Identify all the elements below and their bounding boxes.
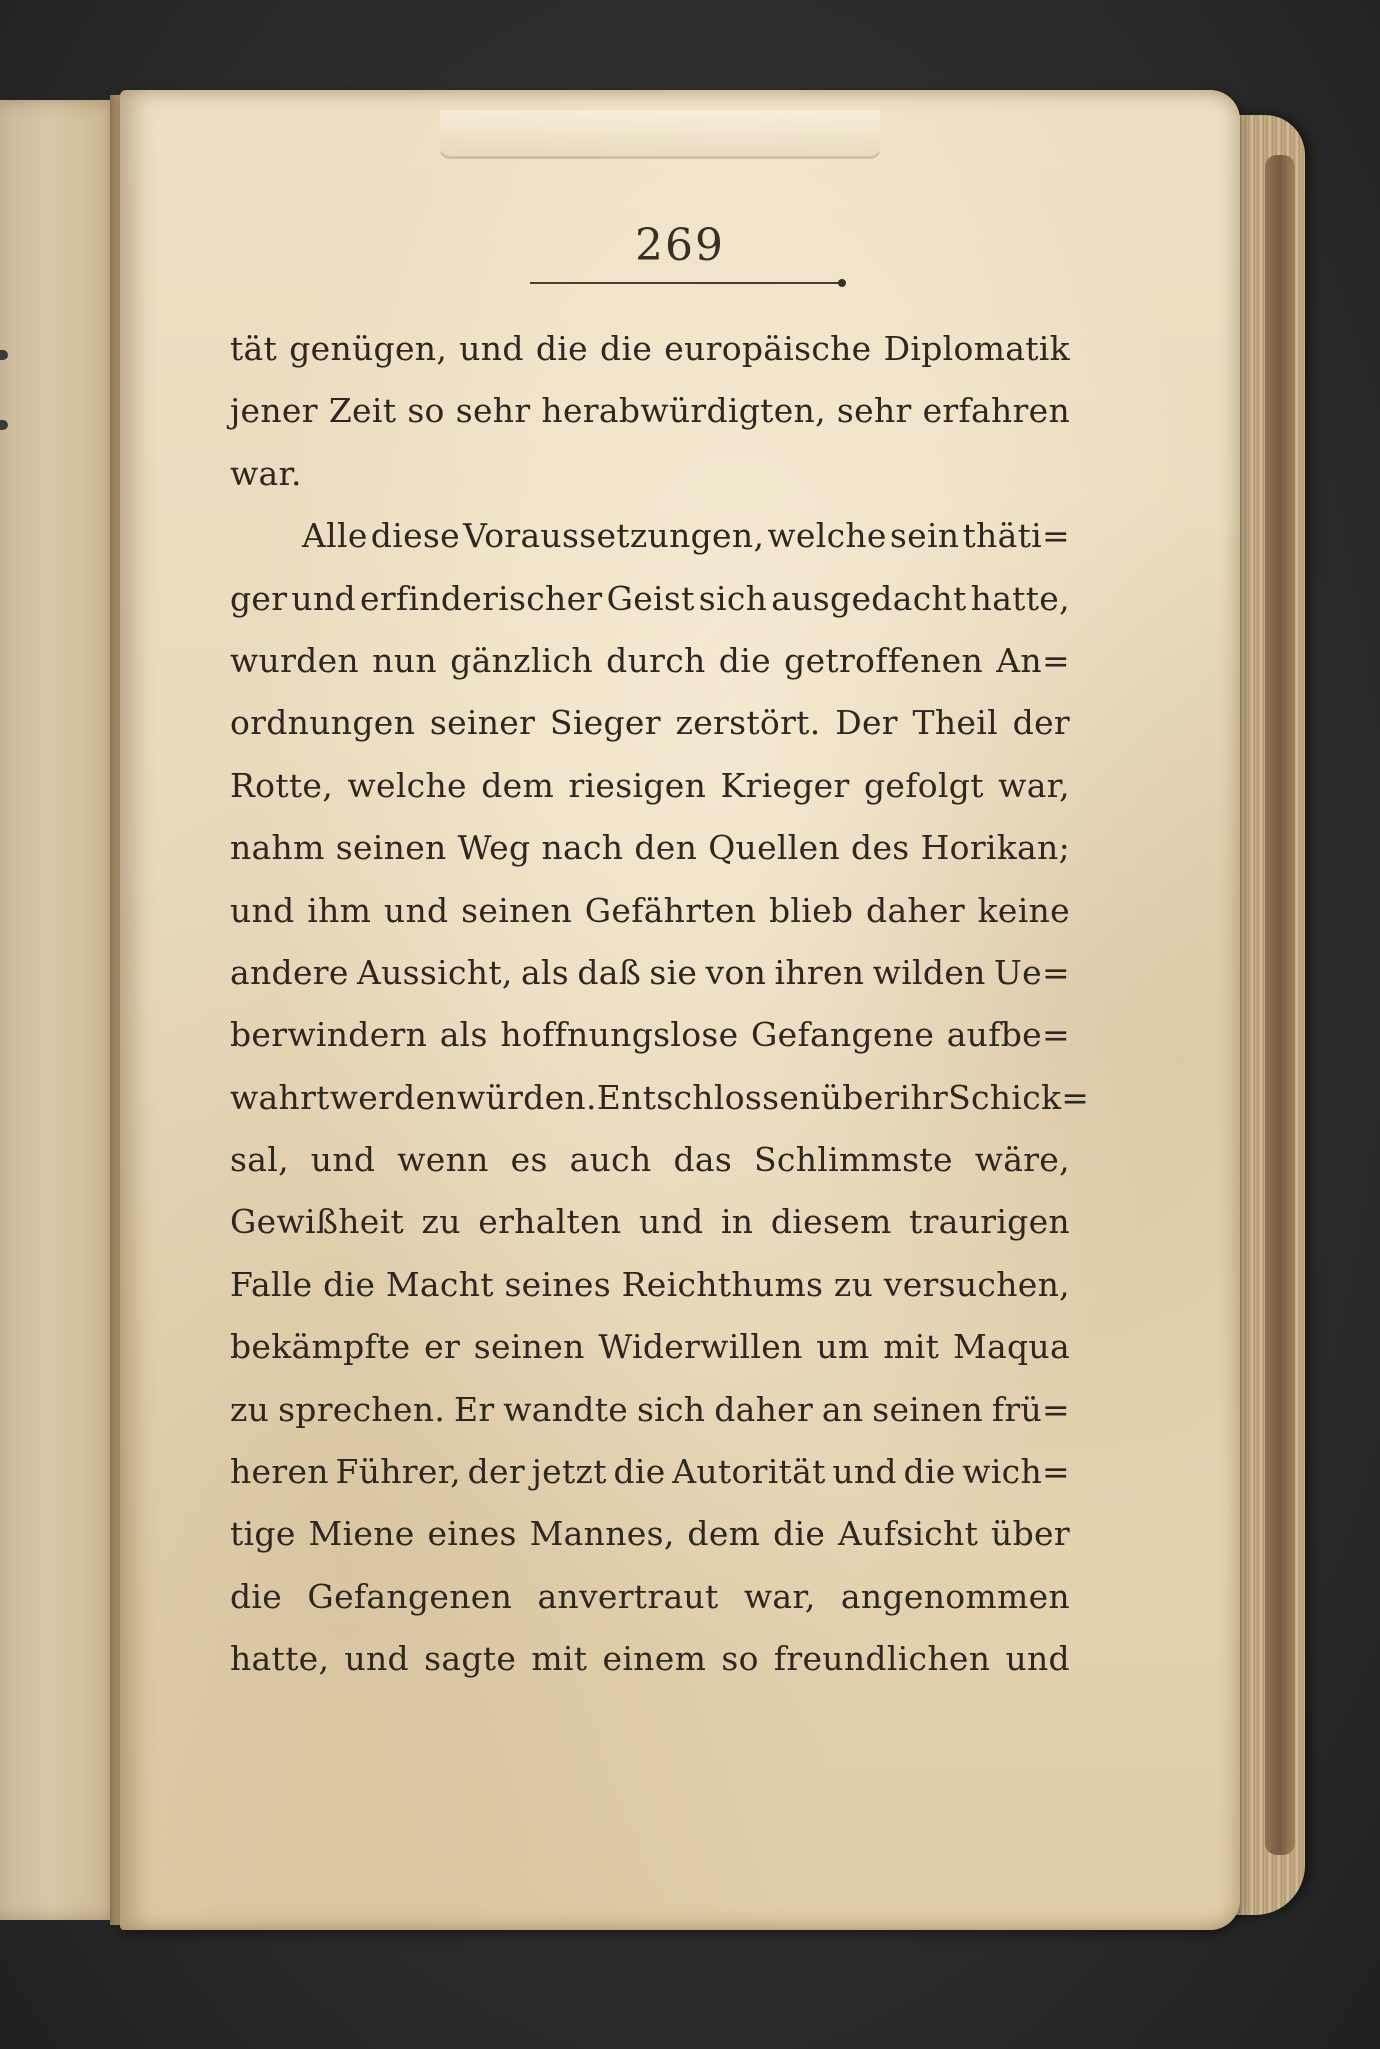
- word: daher: [714, 1389, 814, 1429]
- word: Gefangenen: [307, 1576, 513, 1616]
- word: hatte,: [230, 1639, 330, 1679]
- word: anvertraut: [537, 1576, 719, 1616]
- left-page-edge: [0, 100, 125, 1920]
- word: so: [721, 1639, 759, 1679]
- word: tät: [230, 329, 278, 368]
- word: diesem: [770, 1202, 892, 1242]
- word: Ue=: [994, 952, 1070, 992]
- word: wurden: [230, 640, 359, 680]
- word: Geist: [606, 578, 695, 618]
- word: angenommen: [840, 1576, 1070, 1616]
- word: Der: [835, 703, 898, 743]
- word: thäti=: [962, 516, 1070, 556]
- word: zu: [421, 1202, 461, 1242]
- word: hoffnungslose: [500, 1015, 739, 1055]
- word: als: [520, 952, 570, 992]
- book-page: [120, 90, 1240, 1930]
- word: so: [407, 391, 445, 431]
- word: durch: [606, 640, 706, 680]
- word: ihren: [774, 952, 865, 992]
- word: und: [383, 890, 449, 930]
- word: hatte,: [970, 578, 1070, 618]
- word: das: [673, 1140, 733, 1180]
- text-line: [230, 1254, 1070, 1316]
- word: jener: [230, 391, 318, 431]
- word: ihm: [307, 890, 372, 930]
- word: werden: [329, 1077, 457, 1117]
- word: und: [459, 329, 524, 368]
- text-line: war.: [230, 453, 302, 493]
- text-line: [230, 1503, 1070, 1565]
- word: blieb: [768, 890, 854, 930]
- word: wilden: [872, 952, 986, 992]
- word: Aufsicht: [838, 1514, 979, 1554]
- word: von: [705, 952, 767, 992]
- word: wäre,: [974, 1140, 1070, 1180]
- word: erfinderischer: [360, 578, 603, 618]
- word: und: [638, 1202, 704, 1242]
- page-tear: [0, 420, 8, 430]
- word: berwindern: [230, 1015, 428, 1055]
- word: den: [634, 828, 698, 868]
- word: Er: [453, 1389, 495, 1429]
- word: Reichthums: [621, 1264, 824, 1304]
- word: mit: [883, 1327, 940, 1367]
- text-line: [230, 1441, 1070, 1503]
- word: und: [230, 890, 295, 930]
- word: sagte: [424, 1639, 517, 1679]
- text-line: [230, 817, 1070, 879]
- word: getroffenen: [784, 640, 984, 680]
- word: zerstört.: [675, 703, 821, 743]
- word: die: [773, 1514, 826, 1554]
- word: heren: [230, 1452, 329, 1492]
- word: Horikan;: [920, 828, 1070, 868]
- text-line: [230, 1566, 1070, 1628]
- word: jetzt: [531, 1452, 607, 1492]
- word: über: [820, 1077, 900, 1117]
- text-line: [230, 755, 1070, 817]
- word: Gefangene: [751, 1015, 935, 1055]
- word: herabwürdigten,: [541, 391, 826, 431]
- page-number: 269: [635, 220, 725, 271]
- header-rule: [530, 282, 840, 284]
- word: es: [510, 1140, 548, 1180]
- word: daß: [577, 952, 642, 992]
- word: Mannes,: [529, 1514, 675, 1554]
- word: eines: [427, 1514, 517, 1554]
- word: die: [600, 329, 653, 368]
- word: Macht: [385, 1264, 494, 1304]
- page-fold: [440, 110, 880, 159]
- word: Aussicht,: [356, 952, 513, 992]
- word: traurigen: [909, 1202, 1070, 1242]
- word: Rotte,: [230, 765, 334, 805]
- word: genügen,: [289, 329, 448, 368]
- word: Theil: [912, 703, 998, 743]
- text-line: [230, 630, 1070, 692]
- word: keine: [977, 890, 1070, 930]
- word: wenn: [397, 1140, 489, 1180]
- word: europäische: [664, 329, 872, 368]
- text-line: [230, 505, 1070, 567]
- word: seinen: [872, 1389, 984, 1429]
- word: Weg: [457, 828, 531, 868]
- word: die: [323, 1264, 376, 1304]
- word: und: [832, 1452, 897, 1492]
- word: riesigen: [568, 765, 707, 805]
- word: sal,: [230, 1140, 289, 1180]
- word: und: [310, 1140, 376, 1180]
- text-line: [230, 880, 1070, 942]
- word: dem: [481, 765, 555, 805]
- word: Falle: [230, 1264, 313, 1304]
- word: Miene: [308, 1514, 415, 1554]
- cover-edge: [1265, 155, 1295, 1855]
- word: und: [344, 1639, 409, 1679]
- word: wandte: [503, 1389, 629, 1429]
- word: Voraussetzungen,: [463, 516, 765, 556]
- page-tear: [0, 350, 8, 360]
- word: an: [821, 1389, 864, 1429]
- word: auch: [569, 1140, 652, 1180]
- text-line: [230, 692, 1070, 754]
- word: ihr: [899, 1077, 949, 1117]
- word: war,: [743, 1576, 816, 1616]
- word: Quellen: [708, 828, 841, 868]
- word: und: [291, 578, 356, 618]
- word: Alle: [302, 516, 368, 556]
- word: Maqua: [952, 1327, 1070, 1367]
- word: der: [467, 1452, 525, 1492]
- word: ordnungen: [230, 703, 416, 743]
- text-line: [230, 942, 1070, 1004]
- word: tige: [230, 1514, 296, 1554]
- text-line: [230, 318, 1070, 380]
- word: einem: [602, 1639, 707, 1679]
- word: die: [535, 329, 588, 368]
- word: sehr: [836, 391, 912, 431]
- word: andere: [230, 952, 349, 992]
- word: seiner: [429, 703, 536, 743]
- word: erhalten: [478, 1202, 622, 1242]
- word: seinen: [335, 828, 447, 868]
- word: wahrt: [230, 1077, 330, 1117]
- word: nach: [541, 828, 624, 868]
- word: Krieger: [720, 765, 850, 805]
- word: welche: [767, 516, 887, 556]
- word: Entschlossen: [596, 1077, 821, 1117]
- text-line: [230, 1191, 1070, 1253]
- word: diese: [370, 516, 460, 556]
- word: ausgedacht: [771, 578, 967, 618]
- word: als: [439, 1015, 488, 1055]
- text-line: [230, 1129, 1070, 1191]
- word: zu: [833, 1264, 874, 1304]
- word: war,: [998, 765, 1070, 805]
- text-line: [230, 1628, 1070, 1690]
- text-line: [230, 1004, 1070, 1066]
- word: Gefährten: [584, 890, 757, 930]
- word: des: [851, 828, 910, 868]
- word: dem: [687, 1514, 761, 1554]
- word: aufbe=: [946, 1015, 1070, 1055]
- word: nahm: [230, 828, 325, 868]
- text-line: [230, 568, 1070, 630]
- word: erfahren: [922, 391, 1070, 431]
- word: sie: [649, 952, 698, 992]
- word: welche: [347, 765, 467, 805]
- word: die: [613, 1452, 666, 1492]
- text-line: [230, 380, 1070, 442]
- word: über: [991, 1514, 1070, 1554]
- word: frü=: [991, 1389, 1070, 1429]
- word: bekämpfte: [230, 1327, 411, 1367]
- word: er: [424, 1327, 461, 1367]
- word: Gewißheit: [230, 1202, 405, 1242]
- word: sich: [698, 578, 768, 618]
- word: Zeit: [328, 391, 397, 431]
- word: die: [718, 640, 771, 680]
- word: Diplomatik: [883, 329, 1070, 368]
- word: Sieger: [549, 703, 661, 743]
- text-line: [230, 1379, 1070, 1441]
- word: sein: [889, 516, 960, 556]
- word: gefolgt: [863, 765, 984, 805]
- word: und: [1005, 1639, 1070, 1679]
- word: in: [720, 1202, 754, 1242]
- word: Widerwillen: [598, 1327, 803, 1367]
- word: Schlimmste: [754, 1140, 953, 1180]
- word: nun: [372, 640, 437, 680]
- word: zu: [230, 1389, 270, 1429]
- word: mit: [531, 1639, 588, 1679]
- word: der: [1012, 703, 1070, 743]
- word: daher: [866, 890, 965, 930]
- word: Führer,: [335, 1452, 461, 1492]
- word: Schick=: [948, 1077, 1090, 1117]
- word: die: [230, 1576, 283, 1616]
- word: sprechen.: [278, 1389, 446, 1429]
- word: seines: [504, 1264, 611, 1304]
- word: sich: [636, 1389, 706, 1429]
- word: seinen: [473, 1327, 585, 1367]
- body-text: [230, 318, 1090, 1691]
- word: ger: [230, 578, 288, 618]
- word: Autorität: [672, 1452, 826, 1492]
- word: um: [816, 1327, 870, 1367]
- word: versuchen,: [883, 1264, 1070, 1304]
- word: freundlichen: [773, 1639, 991, 1679]
- word: seinen: [461, 890, 573, 930]
- text-line: [230, 1316, 1070, 1378]
- word: gänzlich: [450, 640, 593, 680]
- word: wich=: [962, 1452, 1070, 1492]
- word: An=: [996, 640, 1070, 680]
- word: die: [903, 1452, 956, 1492]
- text-line: [230, 1067, 1090, 1129]
- word: sehr: [455, 391, 531, 431]
- word: würden.: [456, 1077, 597, 1117]
